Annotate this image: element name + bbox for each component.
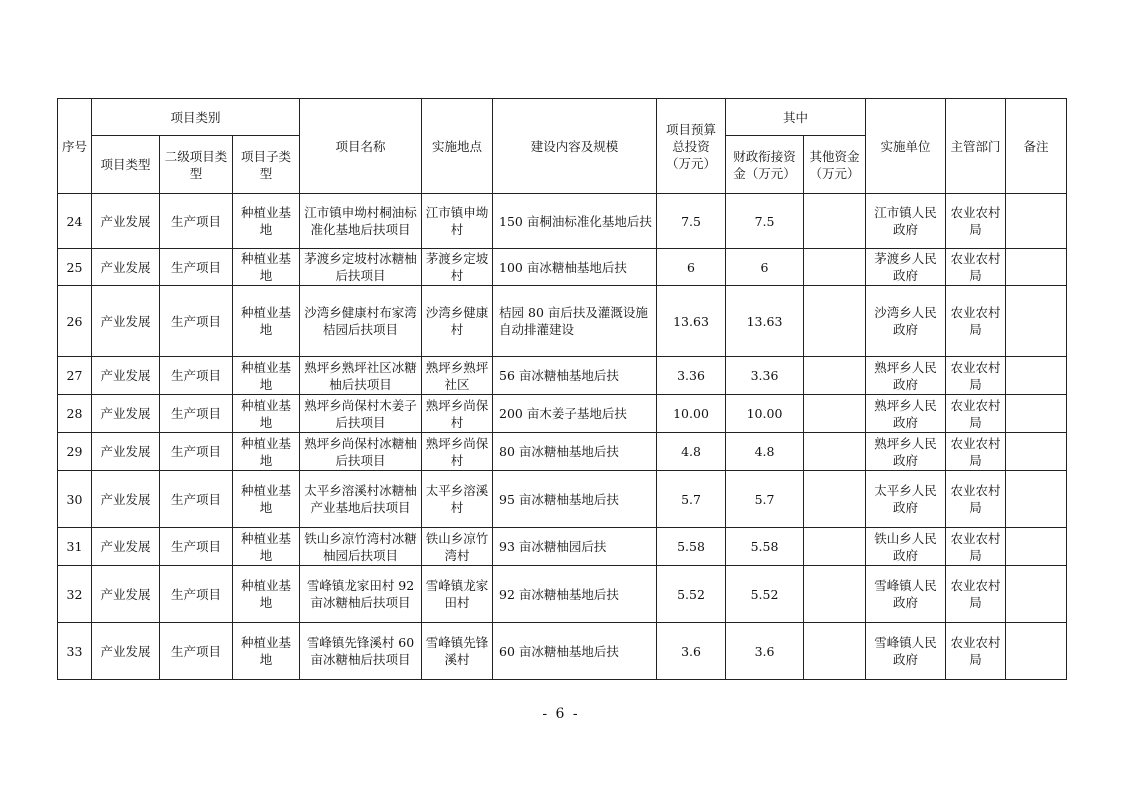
cell-other [804, 528, 866, 566]
cell-seq: 24 [58, 194, 92, 249]
cell-location: 雪峰镇先锋溪村 [422, 623, 493, 680]
cell-subtype: 种植业基地 [233, 194, 300, 249]
cell-location: 熟坪乡熟坪社区 [422, 357, 493, 395]
cell-subtype: 种植业基地 [233, 395, 300, 433]
cell-type2: 生产项目 [160, 528, 233, 566]
cell-subtype: 种植业基地 [233, 566, 300, 623]
cell-unit: 雪峰镇人民政府 [866, 566, 946, 623]
cell-type: 产业发展 [92, 357, 160, 395]
cell-unit: 江市镇人民政府 [866, 194, 946, 249]
cell-name: 雪峰镇先锋溪村 60 亩冰糖柚后扶项目 [300, 623, 422, 680]
table-row [58, 471, 1067, 528]
cell-budget: 3.6 [657, 623, 726, 680]
cell-seq: 31 [58, 528, 92, 566]
cell-type2: 生产项目 [160, 623, 233, 680]
cell-unit: 熟坪乡人民政府 [866, 357, 946, 395]
cell-dept: 农业农村局 [946, 286, 1006, 357]
cell-unit: 茅渡乡人民政府 [866, 249, 946, 286]
cell-note [1006, 395, 1067, 433]
header-content: 建设内容及规模 [493, 99, 657, 194]
cell-type: 产业发展 [92, 566, 160, 623]
cell-name: 江市镇申坳村桐油标准化基地后扶项目 [300, 194, 422, 249]
cell-budget: 10.00 [657, 395, 726, 433]
header-type: 项目类型 [92, 136, 160, 194]
cell-note [1006, 286, 1067, 357]
cell-name: 熟坪乡尚保村木姜子后扶项目 [300, 395, 422, 433]
cell-name: 熟坪乡熟坪社区冰糖柚后扶项目 [300, 357, 422, 395]
cell-fiscal: 3.36 [726, 357, 804, 395]
cell-seq: 33 [58, 623, 92, 680]
cell-fiscal: 10.00 [726, 395, 804, 433]
cell-seq: 26 [58, 286, 92, 357]
cell-location: 雪峰镇龙家田村 [422, 566, 493, 623]
cell-content: 60 亩冰糖柚基地后扶 [493, 623, 657, 680]
page-number: - 6 - [542, 706, 580, 722]
cell-note [1006, 357, 1067, 395]
cell-note [1006, 194, 1067, 249]
cell-name: 沙湾乡健康村布家湾桔园后扶项目 [300, 286, 422, 357]
cell-dept: 农业农村局 [946, 471, 1006, 528]
table-row [58, 194, 1067, 249]
cell-type: 产业发展 [92, 623, 160, 680]
table-row [58, 249, 1067, 286]
cell-unit: 熟坪乡人民政府 [866, 395, 946, 433]
cell-subtype: 种植业基地 [233, 471, 300, 528]
cell-dept: 农业农村局 [946, 395, 1006, 433]
cell-dept: 农业农村局 [946, 528, 1006, 566]
cell-budget: 5.52 [657, 566, 726, 623]
cell-fiscal: 7.5 [726, 194, 804, 249]
cell-dept: 农业农村局 [946, 194, 1006, 249]
cell-other [804, 286, 866, 357]
table-row [58, 286, 1067, 357]
cell-subtype: 种植业基地 [233, 623, 300, 680]
cell-type2: 生产项目 [160, 194, 233, 249]
cell-content: 80 亩冰糖柚基地后扶 [493, 433, 657, 471]
cell-type: 产业发展 [92, 286, 160, 357]
cell-dept: 农业农村局 [946, 566, 1006, 623]
cell-content: 桔园 80 亩后扶及灌溉设施自动排灌建设 [493, 286, 657, 357]
cell-note [1006, 471, 1067, 528]
cell-fiscal: 5.52 [726, 566, 804, 623]
cell-dept: 农业农村局 [946, 249, 1006, 286]
cell-content: 200 亩木姜子基地后扶 [493, 395, 657, 433]
cell-other [804, 433, 866, 471]
cell-budget: 5.7 [657, 471, 726, 528]
cell-type: 产业发展 [92, 433, 160, 471]
cell-subtype: 种植业基地 [233, 249, 300, 286]
cell-content: 92 亩冰糖柚基地后扶 [493, 566, 657, 623]
cell-location: 太平乡溶溪村 [422, 471, 493, 528]
cell-location: 熟坪乡尚保村 [422, 395, 493, 433]
cell-budget: 4.8 [657, 433, 726, 471]
cell-type2: 生产项目 [160, 471, 233, 528]
cell-seq: 27 [58, 357, 92, 395]
table-row [58, 395, 1067, 433]
cell-fiscal: 4.8 [726, 433, 804, 471]
cell-name: 太平乡溶溪村冰糖柚产业基地后扶项目 [300, 471, 422, 528]
header-budget: 项目预算总投资（万元） [657, 99, 726, 194]
cell-note [1006, 433, 1067, 471]
cell-fiscal: 6 [726, 249, 804, 286]
cell-subtype: 种植业基地 [233, 357, 300, 395]
cell-other [804, 566, 866, 623]
cell-budget: 6 [657, 249, 726, 286]
cell-fiscal: 3.6 [726, 623, 804, 680]
header-subtype: 项目子类型 [233, 136, 300, 194]
cell-type2: 生产项目 [160, 286, 233, 357]
header-type2: 二级项目类型 [160, 136, 233, 194]
cell-content: 150 亩桐油标准化基地后扶 [493, 194, 657, 249]
header-note: 备注 [1006, 99, 1067, 194]
header-fiscal: 财政衔接资金（万元） [726, 136, 804, 194]
cell-location: 铁山乡凉竹湾村 [422, 528, 493, 566]
cell-location: 熟坪乡尚保村 [422, 433, 493, 471]
cell-seq: 32 [58, 566, 92, 623]
cell-type2: 生产项目 [160, 433, 233, 471]
cell-type: 产业发展 [92, 471, 160, 528]
cell-seq: 30 [58, 471, 92, 528]
cell-dept: 农业农村局 [946, 623, 1006, 680]
cell-type: 产业发展 [92, 249, 160, 286]
cell-budget: 5.58 [657, 528, 726, 566]
cell-fiscal: 13.63 [726, 286, 804, 357]
cell-note [1006, 566, 1067, 623]
table-row [58, 357, 1067, 395]
cell-subtype: 种植业基地 [233, 286, 300, 357]
cell-dept: 农业农村局 [946, 433, 1006, 471]
cell-unit: 沙湾乡人民政府 [866, 286, 946, 357]
cell-seq: 29 [58, 433, 92, 471]
cell-other [804, 395, 866, 433]
cell-fiscal: 5.58 [726, 528, 804, 566]
cell-unit: 铁山乡人民政府 [866, 528, 946, 566]
cell-note [1006, 528, 1067, 566]
cell-location: 沙湾乡健康村 [422, 286, 493, 357]
cell-seq: 25 [58, 249, 92, 286]
table-row [58, 623, 1067, 680]
cell-subtype: 种植业基地 [233, 528, 300, 566]
cell-budget: 13.63 [657, 286, 726, 357]
cell-content: 56 亩冰糖柚基地后扶 [493, 357, 657, 395]
cell-unit: 熟坪乡人民政府 [866, 433, 946, 471]
cell-note [1006, 623, 1067, 680]
cell-name: 雪峰镇龙家田村 92 亩冰糖柚后扶项目 [300, 566, 422, 623]
header-seq: 序号 [58, 99, 92, 194]
cell-subtype: 种植业基地 [233, 433, 300, 471]
header-of-which: 其中 [726, 99, 866, 136]
table-row [58, 566, 1067, 623]
header-other: 其他资金（万元） [804, 136, 866, 194]
cell-budget: 7.5 [657, 194, 726, 249]
cell-note [1006, 249, 1067, 286]
cell-other [804, 194, 866, 249]
cell-dept: 农业农村局 [946, 357, 1006, 395]
cell-content: 95 亩冰糖柚基地后扶 [493, 471, 657, 528]
table-row [58, 528, 1067, 566]
header-category: 项目类别 [92, 99, 300, 136]
cell-budget: 3.36 [657, 357, 726, 395]
cell-other [804, 357, 866, 395]
header-name: 项目名称 [300, 99, 422, 194]
cell-other [804, 623, 866, 680]
table-row [58, 433, 1067, 471]
cell-other [804, 471, 866, 528]
cell-type2: 生产项目 [160, 249, 233, 286]
table-body [58, 194, 1067, 680]
cell-content: 93 亩冰糖柚园后扶 [493, 528, 657, 566]
cell-location: 茅渡乡定坡村 [422, 249, 493, 286]
cell-name: 铁山乡凉竹湾村冰糖柚园后扶项目 [300, 528, 422, 566]
cell-type: 产业发展 [92, 528, 160, 566]
project-table [57, 98, 1067, 680]
cell-fiscal: 5.7 [726, 471, 804, 528]
cell-type: 产业发展 [92, 395, 160, 433]
cell-content: 100 亩冰糖柚基地后扶 [493, 249, 657, 286]
header-unit: 实施单位 [866, 99, 946, 194]
cell-unit: 雪峰镇人民政府 [866, 623, 946, 680]
cell-type2: 生产项目 [160, 566, 233, 623]
cell-unit: 太平乡人民政府 [866, 471, 946, 528]
cell-type2: 生产项目 [160, 395, 233, 433]
header-location: 实施地点 [422, 99, 493, 194]
cell-seq: 28 [58, 395, 92, 433]
cell-type: 产业发展 [92, 194, 160, 249]
cell-name: 茅渡乡定坡村冰糖柚后扶项目 [300, 249, 422, 286]
header-dept: 主管部门 [946, 99, 1006, 194]
cell-name: 熟坪乡尚保村冰糖柚后扶项目 [300, 433, 422, 471]
cell-type2: 生产项目 [160, 357, 233, 395]
cell-other [804, 249, 866, 286]
cell-location: 江市镇申坳村 [422, 194, 493, 249]
